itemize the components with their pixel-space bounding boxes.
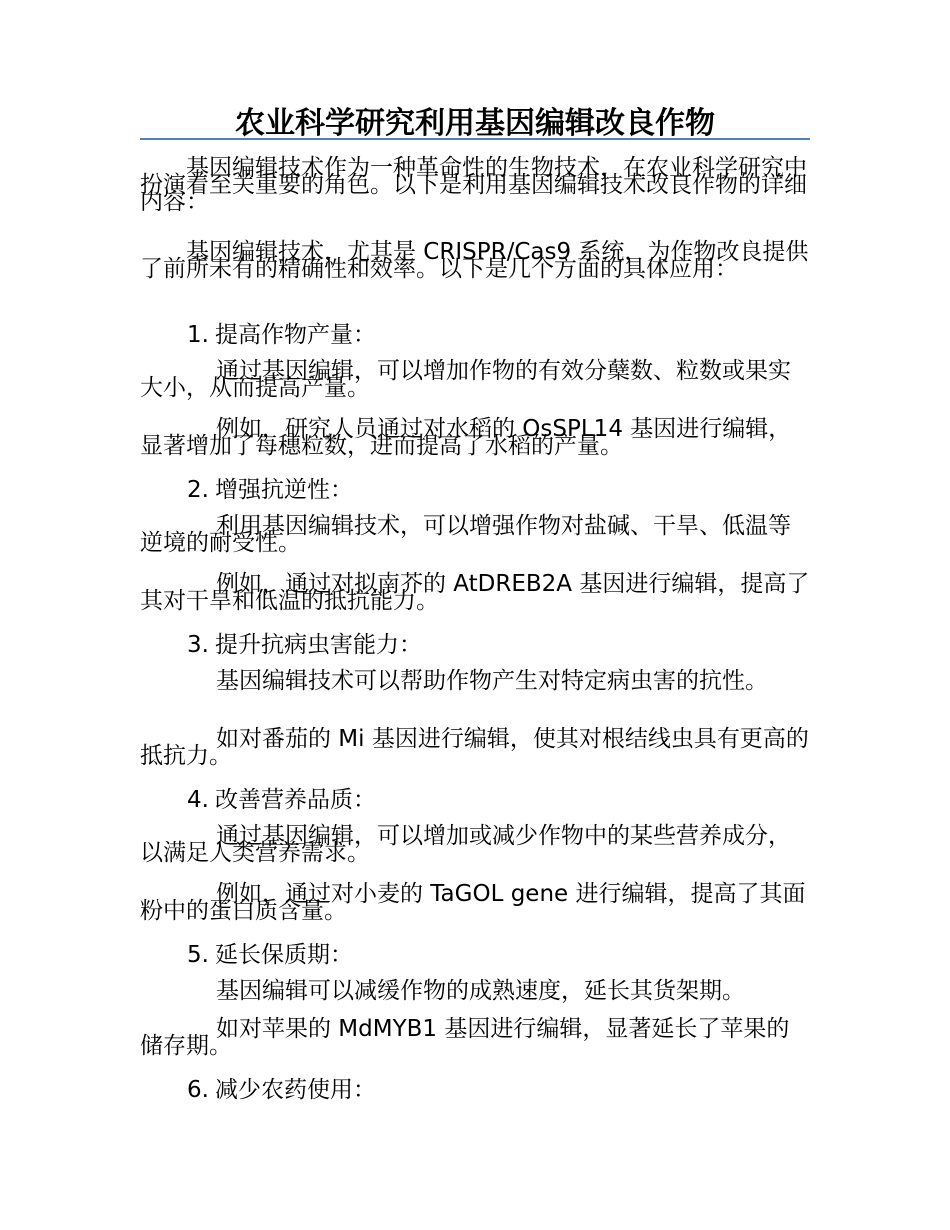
section-5-paragraph-2: 如对苹果的 MdMYB1 基因进行编辑，显著延长了苹果的储存期。 xyxy=(140,1016,790,1059)
section-5-paragraph-1: 基因编辑可以减缓作物的成熟速度，延长其货架期。 xyxy=(216,978,745,1004)
section-heading-text: 减少农药使用： xyxy=(214,1077,376,1103)
section-heading-text: 提升抗病虫害能力： xyxy=(214,632,422,658)
section-heading-text: 改善营养品质： xyxy=(214,787,376,813)
section-number: 3. xyxy=(187,632,209,658)
intro-paragraph-2: 基因编辑技术，尤其是 CRISPR/Cas9 系统，为作物改良提供了前所未有的精确性和效率。以下是几个方面的具体应用： xyxy=(140,239,809,282)
section-heading-text: 延长保质期： xyxy=(214,942,353,968)
section-5-heading xyxy=(187,941,353,969)
section-3-paragraph-1: 基因编辑技术可以帮助作物产生对特定病虫害的抗性。 xyxy=(216,668,768,694)
section-number: 4. xyxy=(187,787,209,813)
section-number: 6. xyxy=(187,1077,209,1103)
section-number: 1. xyxy=(187,322,209,348)
section-4-paragraph-1: 通过基因编辑，可以增加或减少作物中的某些营养成分，以满足人类营养需求。 xyxy=(140,823,791,866)
section-2-heading xyxy=(187,476,353,504)
section-number: 2. xyxy=(187,477,209,503)
section-number: 5. xyxy=(187,942,209,968)
section-3-paragraph-2: 如对番茄的 Mi 基因进行编辑，使其对根结线虫具有更高的抵抗力。 xyxy=(140,726,809,769)
section-2-paragraph-2: 例如，通过对拟南芥的 AtDREB2A 基因进行编辑，提高了其对干旱和低温的抵抗能力。 xyxy=(140,571,810,614)
section-4-heading xyxy=(187,786,376,814)
section-1-paragraph-1: 通过基因编辑，可以增加作物的有效分蘖数、粒数或果实大小，从而提高产量。 xyxy=(140,358,791,401)
section-4-paragraph-2: 例如，通过对小麦的 TaGOL gene 进行编辑，提高了其面粉中的蛋白质含量。 xyxy=(140,881,806,924)
section-3-heading xyxy=(187,631,422,659)
section-2-paragraph-1: 利用基因编辑技术，可以增强作物对盐碱、干旱、低温等逆境的耐受性。 xyxy=(140,513,791,556)
section-heading-text: 增强抗逆性： xyxy=(214,477,353,503)
section-1-heading xyxy=(187,321,376,349)
intro-paragraph-1: 基因编辑技术作为一种革命性的生物技术，在农业科学研究中扮演着至关重要的角色。以下是利用基因编辑技术改良作物的详细内容： xyxy=(140,155,807,215)
section-6-heading xyxy=(187,1076,376,1104)
section-1-paragraph-2: 例如，研究人员通过对水稻的 OsSPL14 基因进行编辑，显著增加了每穗粒数，进而提高了水稻的产量。 xyxy=(140,416,792,459)
section-heading-text: 提高作物产量： xyxy=(214,322,376,348)
title-underline xyxy=(140,138,810,140)
document-title: 农业科学研究利用基因编辑改良作物 xyxy=(235,106,715,141)
